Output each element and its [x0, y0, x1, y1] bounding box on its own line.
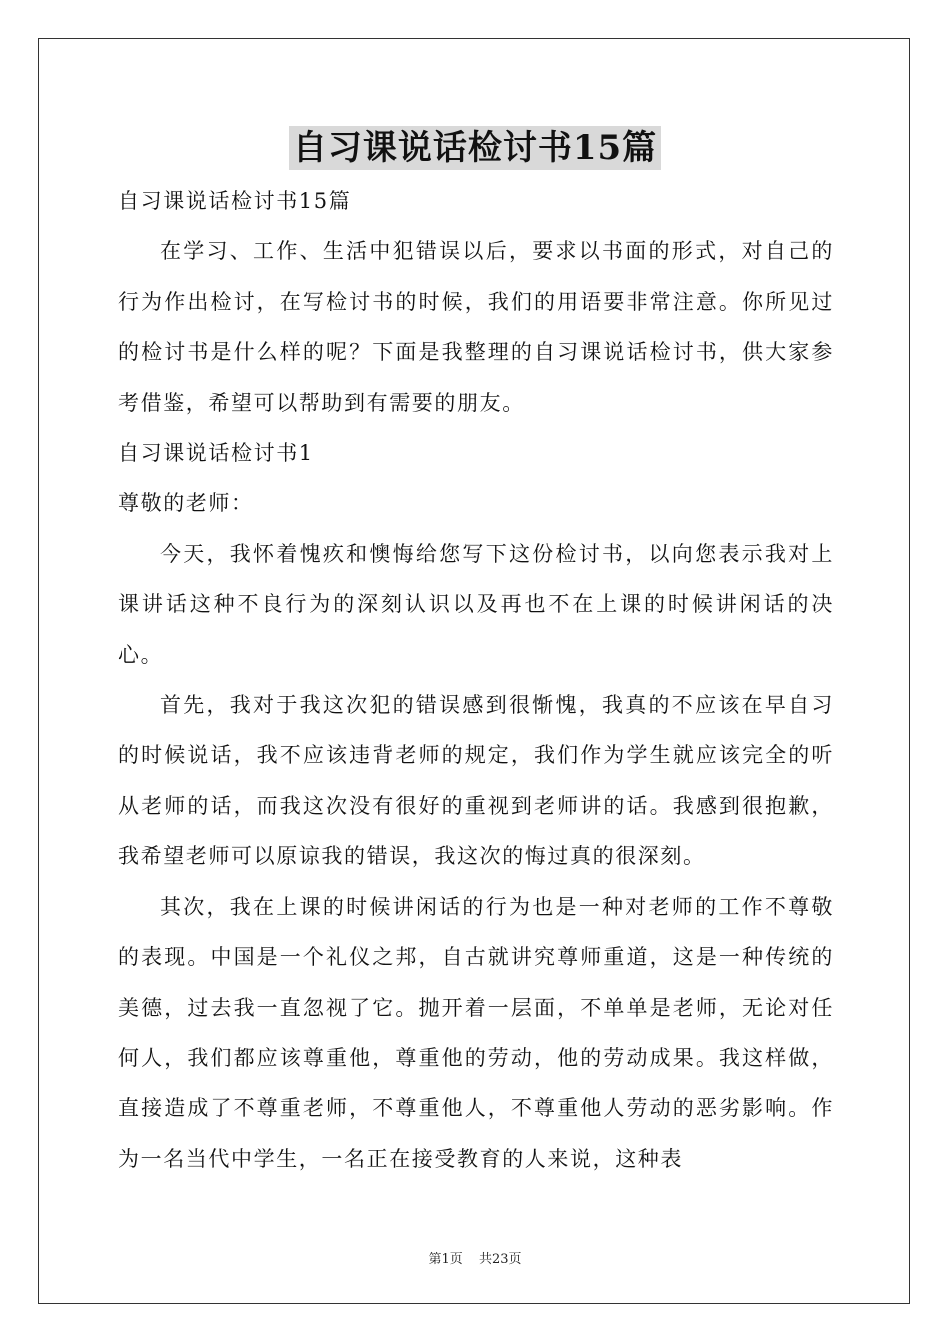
- paragraph-body: 首先，我对于我这次犯的错误感到很惭愧，我真的不应该在早自习的时候说话，我不应该违背老师的规定，我们作为学生就应该完全的听从老师的话，而我这次没有很好的重视到老师讲的话。我感到很抱歉，我希望老师可以原谅我的错误，我这次的悔过真的很深刻。: [118, 693, 834, 869]
- page-total: 共23页: [478, 1252, 522, 1267]
- paragraph-subtitle: 自习课说话检讨书15篇: [118, 189, 352, 213]
- paragraph-body: 今天，我怀着愧疚和懊悔给您写下这份检讨书，以向您表示我对上课讲话这种不良行为的深刻认识以及再也不在上课的时候讲闲话的决心。: [118, 541, 834, 667]
- document-title: 自习课说话检讨书15篇: [289, 126, 661, 170]
- salutation: 尊敬的老师：: [118, 491, 254, 516]
- document-body: [118, 176, 834, 1184]
- paragraph-intro: 在学习、工作、生活中犯错误以后，要求以书面的形式，对自己的行为作出检讨，在写检讨书的时候，我们的用语要非常注意。你所见过的检讨书是什么样的呢？下面是我整理的自习课说话检讨书，供大家参考借鉴，希望可以帮助到有需要的朋友。: [118, 239, 834, 415]
- paragraph-body: 其次，我在上课的时候讲闲话的行为也是一种对老师的工作不尊敬的表现。中国是一个礼仪之邦，自古就讲究尊师重道，这是一种传统的美德，过去我一直忽视了它。抛开着一层面，不单单是老师，无论对任何人，我们都应该尊重他，尊重他的劳动，他的劳动成果。我这样做，直接造成了不尊重老师，不尊重他人，不尊重他人劳动的恶劣影响。作为一名当代中学生，一名正在接受教育的人来说，这种表: [118, 894, 834, 1171]
- page-number: 第1页: [428, 1252, 463, 1267]
- page-footer: [0, 1248, 950, 1267]
- section-heading: 自习课说话检讨书1: [118, 441, 314, 466]
- title-container: [0, 126, 950, 170]
